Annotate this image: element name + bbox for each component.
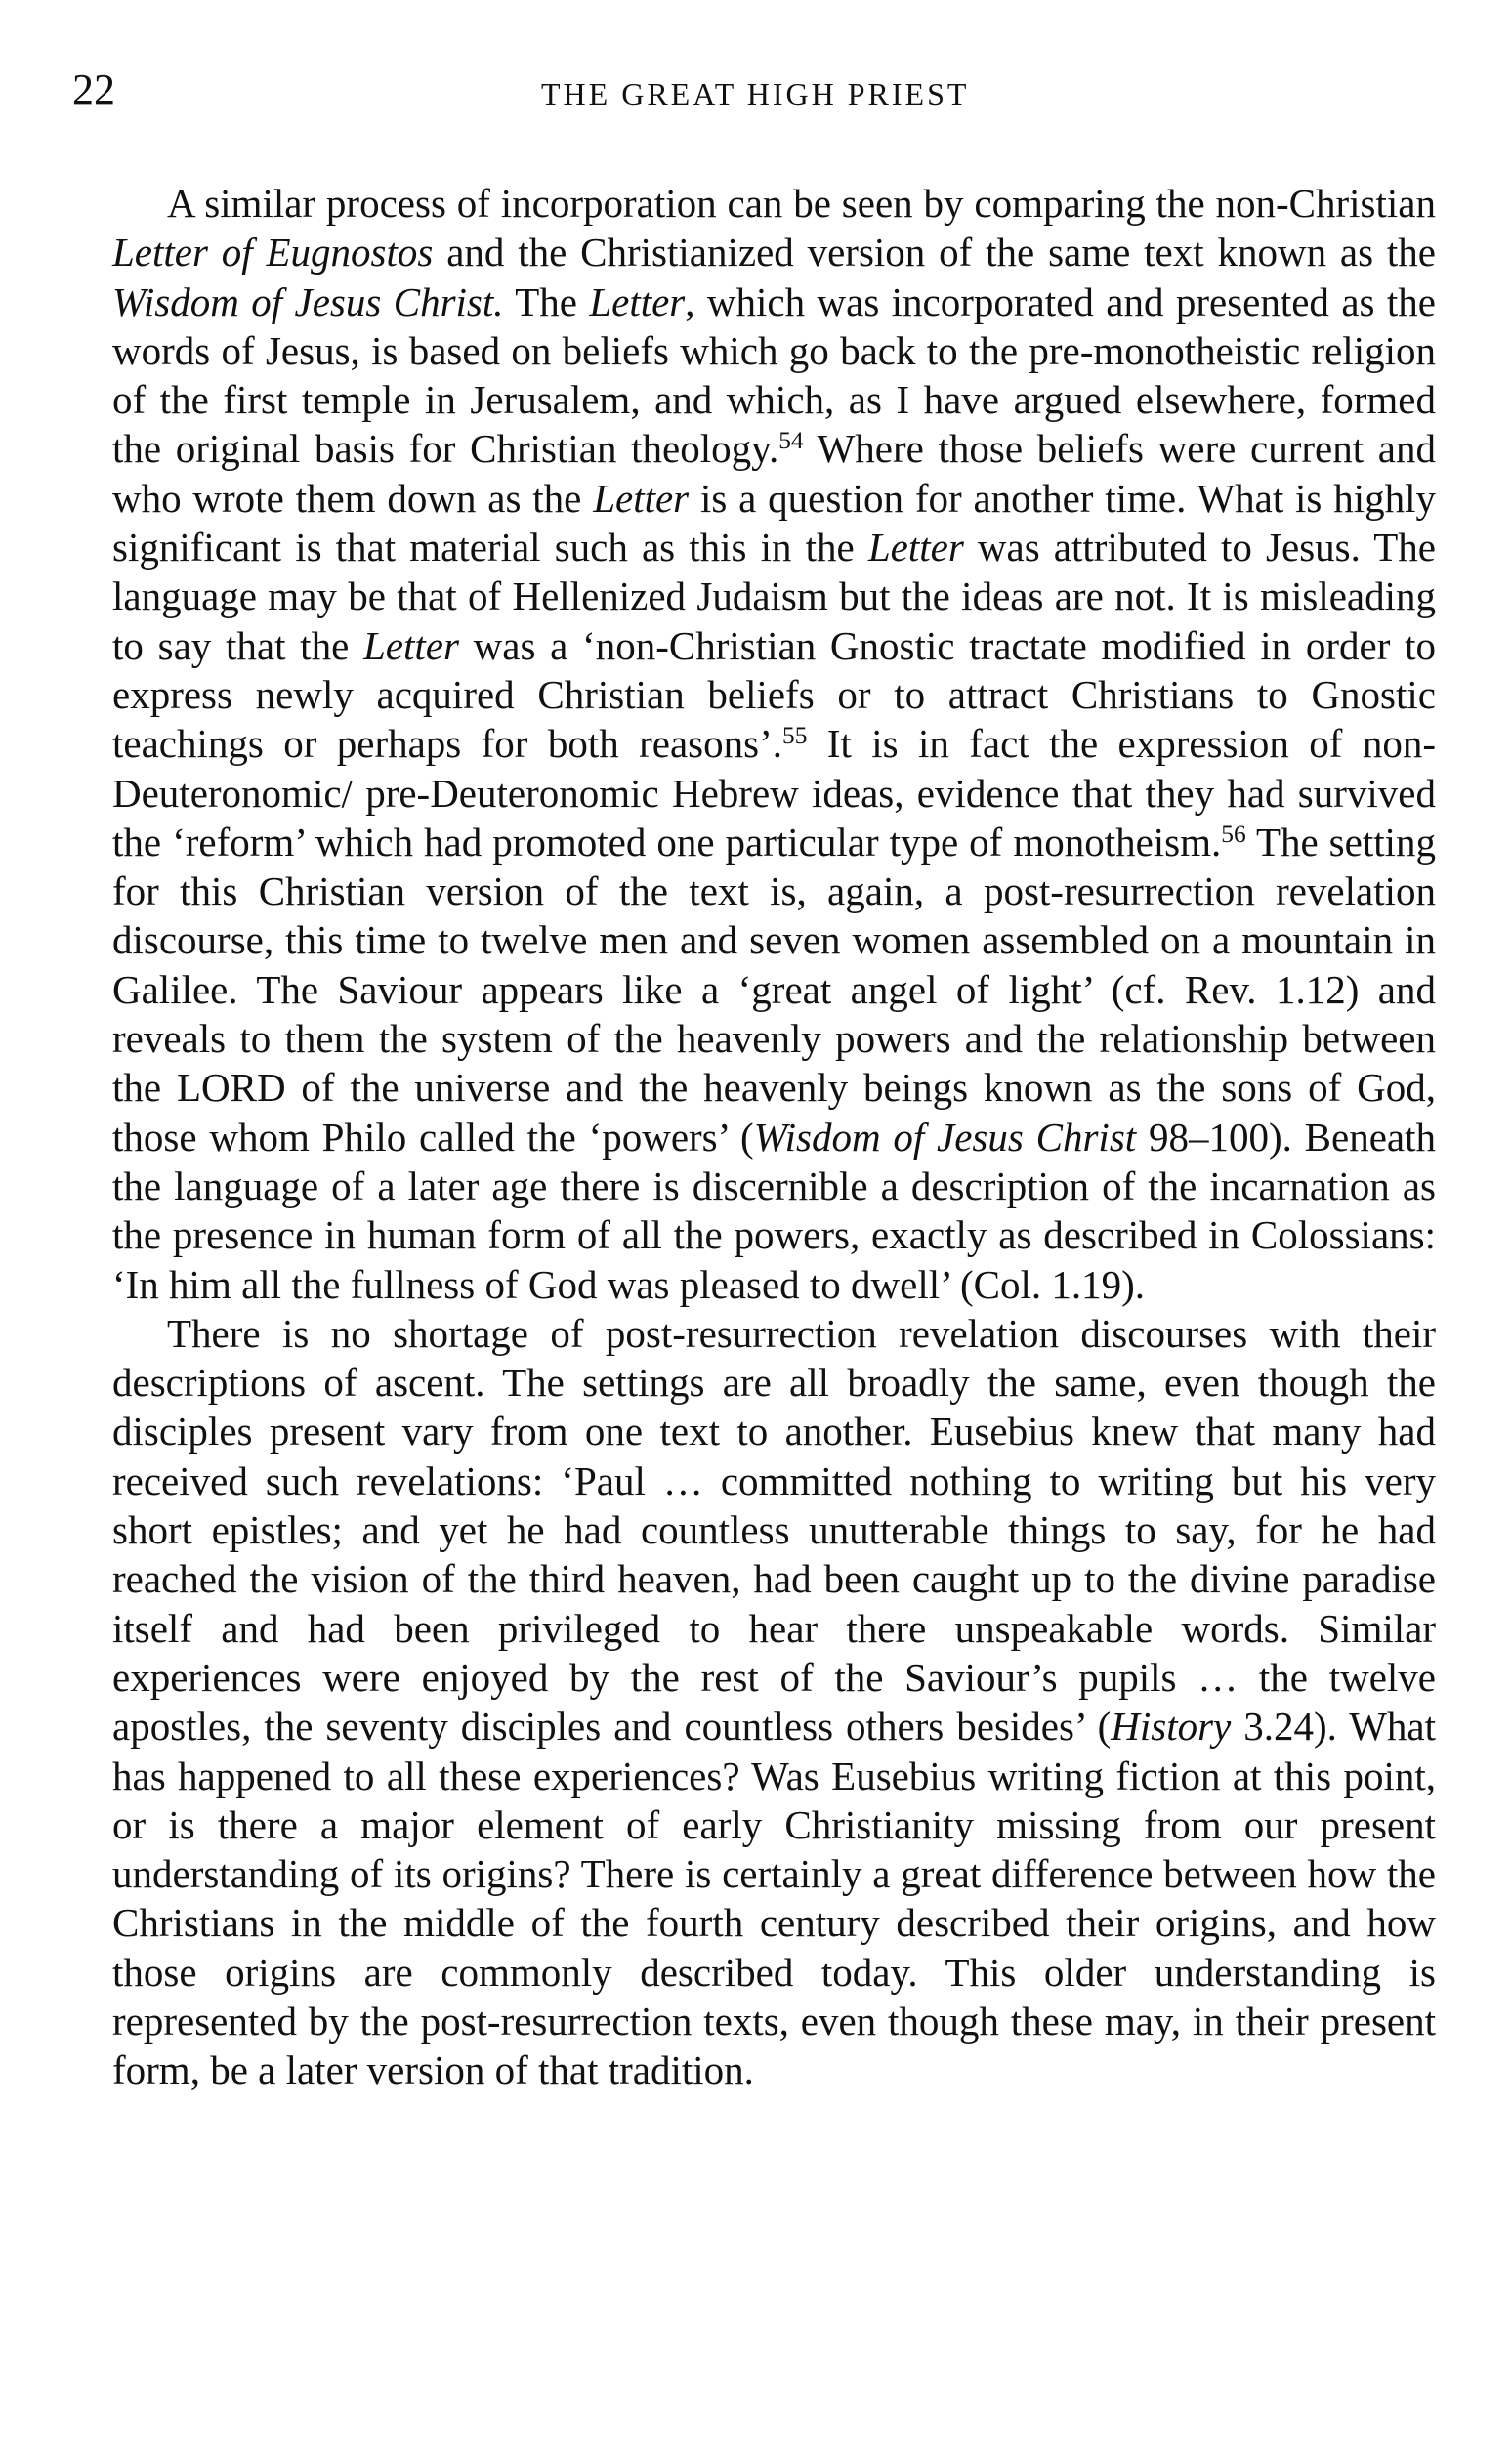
footnote-reference: 55 [782, 722, 808, 750]
italic-title-run: Wisdom of Jesus Christ [753, 1114, 1137, 1160]
paragraph [112, 1309, 1436, 2095]
italic-title-run: Letter [589, 278, 686, 324]
text-run: The setting for this Christian version of the text is, again, a post-resurrection revelation discourse, this time to twelve men and seven women assembled on a mountain in Galilee. The Saviour appears like a ‘great angel of light’ (cf. Rev. 1.12) and reveals to them the system of the heavenly powers and the relationship between the [112, 819, 1437, 1111]
italic-title-run: Wisdom of Jesus Christ. [112, 278, 504, 324]
text-run: 3.24). What has happened to all these experiences? Was Eusebius writing fiction at this point, or is there a major element of early Christianity missing from our present understanding of its origins? There is certainly a great difference between how the Christians in the middle of the fourth century described their origins, and how those origins are commonly described today. This older understanding is represented by the post-resurrection texts, even though these may, in their present form, be a later version of that tradition. [112, 1704, 1436, 2093]
page-number: 22 [72, 65, 115, 113]
text-run: of the universe and the heavenly beings known as the sons of God, those whom Philo called the ‘powers’ ( [112, 1065, 1436, 1160]
text-run: is a question for another time. What is highly significant is that material such as this in the [112, 475, 1436, 570]
text-run: Where those beliefs were current and who wrote them down as the [112, 426, 1436, 521]
text-run: was a ‘non-Christian Gnostic tractate modified in order to express newly acquired Christian beliefs or to attract Christians to Gnostic teachings or perhaps for both reasons’. [112, 622, 1436, 767]
text-run: , which was incorporated and presented as the words of Jesus, is based on beliefs which go back to the pre-monotheistic religion of the first temple in Jerusalem, and which, as I have argued elsewhere, formed the original basis for Christian theology. [112, 278, 1436, 472]
italic-title-run: History [1111, 1704, 1232, 1750]
italic-title-run: Letter [593, 475, 690, 521]
footnote-reference: 54 [778, 427, 804, 455]
text-run: 98–100). Beneath the language of a later age there is discernible a description of the incarnation as the presence in human form of all the powers, exactly as described in Colossians: ‘In him all the fullness of God was pleased to dwell’ (Col. 1.19). [112, 1114, 1436, 1307]
italic-title-run: Letter [867, 525, 964, 570]
italic-title-run: Letter [363, 622, 459, 668]
text-run: and the Christianized version of the same text known as the [433, 230, 1436, 275]
body-text [112, 179, 1436, 2095]
paragraph [112, 179, 1436, 1309]
page-header [72, 61, 1440, 119]
text-run: was attributed to Jesus. The language may be that of Hellenized Judaism but the ideas are not. It is misleading to say that the [112, 525, 1436, 668]
text-run: The [503, 278, 590, 324]
text-run: It is in fact the expression of non-Deuteronomic/ pre-Deuteronomic Hebrew ideas, evidence that they had survived the ‘reform’ which had promoted one particular type of monotheism. [112, 721, 1436, 865]
italic-title-run: Letter of Eugnostos [112, 230, 434, 275]
text-run: There is no shortage of post-resurrection revelation discourses with their descriptions of ascent. The settings are all broadly the same, even though the disciples present vary from one text to another. Eusebius knew that many had received such revelations: ‘Paul … committed nothing to writing but his very short epistles; and yet he had countless unutterable things to say, for he had reached the vision of the third heaven, had been caught up to the divine paradise itself and had been privileged to hear there unspeakable words. Similar experiences were enjoyed by the rest of the Saviour’s pupils … the twelve apostles, the seventy disciples and countless others besides’ ( [112, 1310, 1436, 1750]
footnote-reference: 56 [1221, 820, 1246, 848]
text-run: A similar process of incorporation can be seen by comparing the non-Christian [167, 181, 1436, 226]
running-head: THE GREAT HIGH PRIEST [541, 76, 970, 111]
small-caps-run: LORD [176, 1065, 286, 1111]
